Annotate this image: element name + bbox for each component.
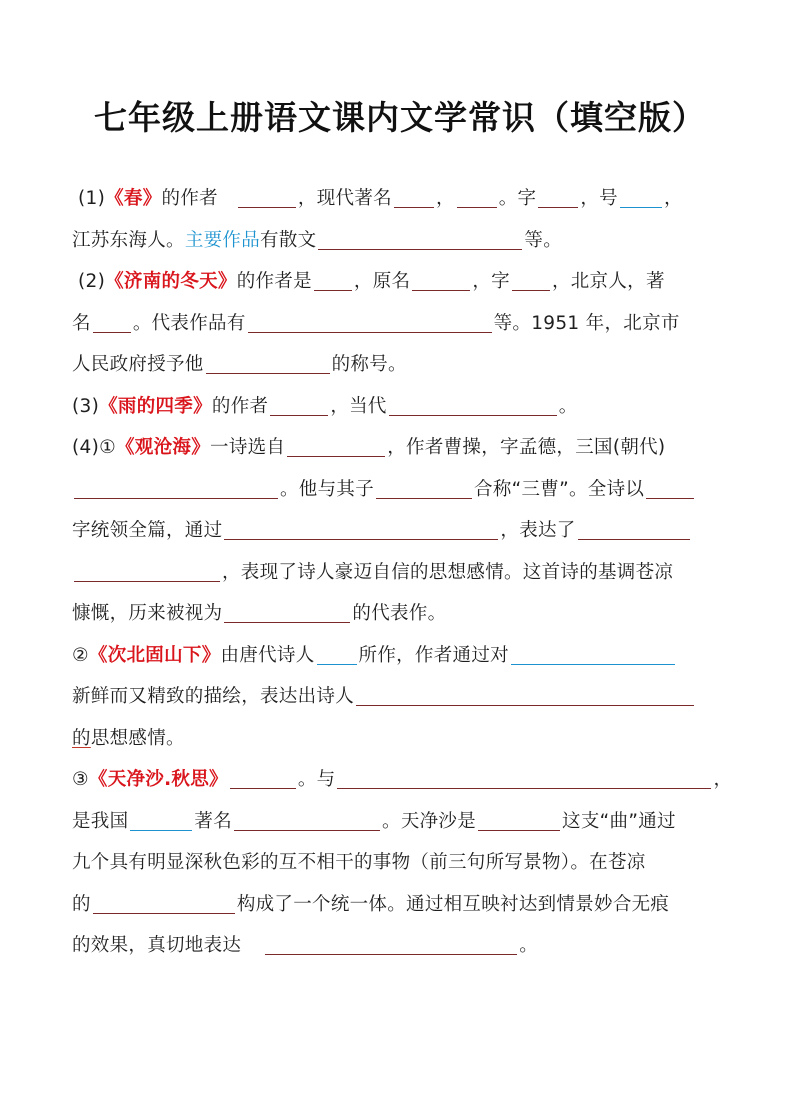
q4c-blank-dynasty[interactable] — [130, 830, 192, 831]
q1-blank-identity-2[interactable] — [457, 207, 497, 208]
q4c-text: 构成了一个统一体。通过相互映衬达到情景妙合无痕 — [236, 893, 670, 915]
q1-work-title: 《春》 — [105, 188, 162, 209]
q4b-blank-feeling[interactable] — [356, 705, 694, 706]
q4c-text: 的效果，真切地表达 — [72, 935, 242, 956]
q4a-line-3 — [72, 510, 732, 552]
q1-text: ， — [663, 188, 683, 209]
q1-line-2 — [72, 220, 732, 262]
q2-text: ，字 — [472, 271, 510, 292]
q2-text: 的称号。 — [331, 354, 407, 375]
q2-blank-honor-title[interactable] — [206, 373, 330, 374]
q4c-blank-author[interactable] — [230, 788, 296, 789]
q1-blank-essays[interactable] — [318, 249, 522, 250]
q4b-text: 新鲜而又精致的描绘，表达出诗人 — [72, 686, 355, 707]
q4b-line-3 — [72, 718, 732, 760]
q4a-number: (4)① — [72, 437, 116, 458]
q2-text: 名 — [72, 312, 91, 334]
q4a-text: ，作者曹操，字孟德，三国(朝代) — [387, 437, 666, 458]
q4a-line-4 — [72, 552, 732, 594]
q1-text: 的作者 — [161, 188, 218, 209]
q2-text: ，原名 — [353, 271, 411, 292]
q4a-blank-key-word[interactable] — [646, 498, 694, 499]
q4c-work-title: 《天净沙.秋思》 — [88, 769, 228, 790]
q1-text: ， — [435, 188, 455, 209]
q4c-line-1 — [72, 759, 732, 801]
q4a-text: 合称“三曹”。全诗以 — [474, 478, 645, 500]
q4c-blank-tune-name[interactable] — [478, 830, 560, 831]
q4a-blank-sons[interactable] — [376, 498, 472, 499]
q4a-text: ，表达了 — [500, 520, 576, 541]
q4c-blank-feeling[interactable] — [265, 954, 517, 955]
q1-blank-courtesy-name[interactable] — [538, 207, 578, 208]
q2-line-1 — [72, 261, 732, 303]
q2-blank-courtesy-name[interactable] — [512, 290, 550, 291]
q4a-blank-source[interactable] — [287, 456, 385, 457]
q1-text: ，现代著名 — [297, 188, 392, 209]
q4a-blank-identity[interactable] — [74, 498, 278, 499]
q2-blank-identity[interactable] — [93, 332, 131, 333]
q1-number: (1) — [78, 188, 106, 209]
q2-blank-original-name[interactable] — [412, 290, 470, 291]
q4c-text: 九个具有明显深秋色彩的互不相干的事物（前三句所写景物）。在苍凉 — [72, 852, 646, 873]
q4a-blank-expression-2[interactable] — [74, 581, 220, 582]
q1-text: 等。 — [524, 229, 563, 251]
q4c-text: 的 — [72, 893, 91, 915]
worksheet-content — [72, 178, 732, 967]
q4a-text: 的代表作。 — [352, 603, 447, 624]
q4b-blank-scenery[interactable] — [511, 664, 675, 665]
q1-line-1 — [72, 178, 732, 220]
q4a-blank-style[interactable] — [224, 622, 350, 623]
q4c-text: 。 — [519, 935, 539, 956]
q2-line-3 — [72, 344, 732, 386]
q2-blank-author[interactable] — [314, 290, 352, 291]
q3-line-1 — [72, 386, 732, 428]
q4b-number: ② — [72, 644, 89, 666]
q4c-blank-background[interactable] — [93, 913, 235, 914]
q4c-text: 是我国 — [72, 810, 129, 832]
q4b-text: 由唐代诗人 — [220, 644, 315, 666]
q3-blank-identity[interactable] — [389, 415, 557, 416]
q4c-text: 著名 — [194, 810, 233, 832]
q1-blank-art-name[interactable] — [620, 207, 662, 208]
q4a-line-5 — [72, 593, 732, 635]
q4c-text: 。天净沙是 — [382, 810, 477, 832]
q4c-blank-identity[interactable] — [234, 830, 380, 831]
q3-blank-author[interactable] — [270, 415, 328, 416]
q3-text: 的作者 — [211, 395, 269, 417]
q2-text: 。代表作品有 — [132, 312, 246, 334]
q4a-line-1 — [72, 427, 732, 469]
q1-main-works-link[interactable]: 主要作品 — [184, 229, 261, 251]
q4a-text: 。他与其子 — [280, 478, 375, 500]
q2-text: 等。1951 年，北京市 — [493, 312, 680, 334]
q4c-blank-peers[interactable] — [337, 788, 711, 789]
q1-text: 江苏东海人。 — [72, 229, 185, 251]
q2-text: 的作者是 — [236, 271, 312, 292]
q4a-text: 字统领全篇，通过 — [72, 520, 223, 541]
q4a-line-2 — [72, 469, 732, 511]
q4c-text: 。与 — [297, 769, 336, 790]
q4b-line-1 — [72, 635, 732, 677]
q1-blank-identity-1[interactable] — [394, 207, 434, 208]
q2-text: ，北京人，著 — [551, 271, 665, 292]
q4c-line-3 — [72, 842, 732, 884]
q2-work-title: 《济南的冬天》 — [105, 271, 237, 292]
q3-number: (3) — [72, 395, 100, 417]
q2-blank-works[interactable] — [248, 332, 492, 333]
q4a-blank-expression-1[interactable] — [578, 539, 690, 540]
q1-text: ，号 — [580, 188, 618, 209]
q3-text: ，当代 — [330, 395, 387, 417]
q4c-text: 这支“曲”通过 — [562, 810, 676, 832]
q2-line-2 — [72, 303, 732, 345]
page-title: 七年级上册语文课内文学常识（填空版） — [94, 98, 706, 137]
q4c-line-5 — [72, 925, 732, 967]
q4a-text: 慷慨，历来被视为 — [72, 603, 223, 624]
q2-number: (2) — [78, 271, 106, 292]
q4a-blank-imagery[interactable] — [224, 539, 498, 540]
q4a-text: ，表现了诗人豪迈自信的思想感情。这首诗的基调苍凉 — [222, 561, 674, 583]
q4a-work-title: 《观沧海》 — [116, 437, 211, 458]
q4c-number: ③ — [72, 769, 89, 790]
q4b-text: 思想感情。 — [90, 727, 185, 749]
q3-text: 。 — [558, 395, 578, 417]
q2-text: 人民政府授予他 — [72, 354, 204, 375]
q4b-line-2 — [72, 676, 732, 718]
q1-text: 。字 — [498, 188, 537, 209]
q4a-text: 一诗选自 — [210, 437, 286, 458]
q4b-text: 所作，作者通过对 — [358, 644, 509, 666]
q4b-blank-poet[interactable] — [317, 664, 357, 665]
q4c-line-2 — [72, 801, 732, 843]
q4c-line-4 — [72, 884, 732, 926]
q4b-text: 的 — [72, 727, 91, 749]
q4c-text: ， — [713, 769, 733, 790]
q1-text: 有散文 — [260, 229, 317, 251]
q4b-work-title: 《次北固山下》 — [88, 644, 221, 666]
q1-blank-author[interactable] — [238, 207, 296, 208]
q3-work-title: 《雨的四季》 — [99, 395, 212, 417]
